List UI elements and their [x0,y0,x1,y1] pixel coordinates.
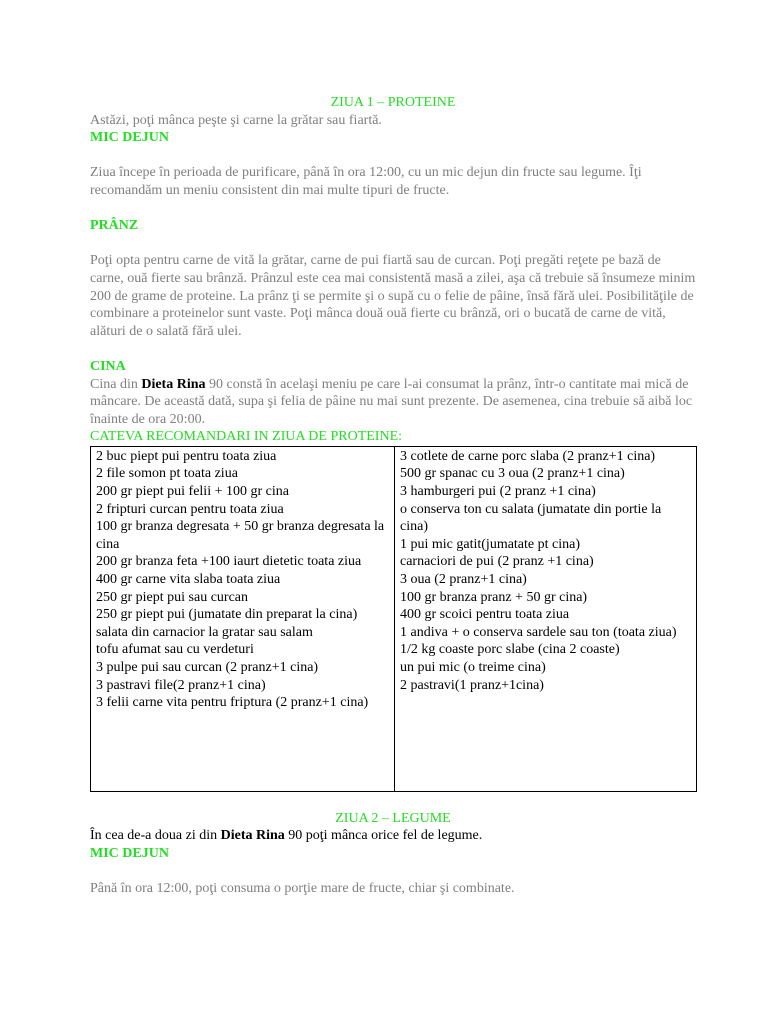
list-item: 3 pastravi file(2 pranz+1 cina) [96,677,266,693]
day1-lunch-text: Poţi opta pentru carne de vită la grătar, carne de pui fiartă sau de curcan. Poţi pregăti reţete pe bază de carne, ouă fierte sau brânză. Prânzul este cea mai consistentă masă a zilei, aşa că trebuie să însumeze minim 200 de grame de proteine. La prânz ţi se permite şi o supă cu o felie de pâine, însă fără ulei. Posibilităţile de combinare a proteinelor sunt vaste. Poţi mânca două ouă fierte cu brânză, ori o bucată de carne de vită, alături de o salată fără ulei. [90,253,696,339]
list-item: 1/2 kg coaste porc slabe (cina 2 coaste) [400,642,620,658]
list-item: 3 pulpe pui sau curcan (2 pranz+1 cina) [96,660,319,675]
dinner-text-after: 90 constă în acelaşi meniu pe care l-ai consumat la prânz, într-o cantitate mai mică de mâncare. De această dată, supa şi felia de pâine nu mai sunt prezente. De asemenea, cina trebuie să aibă loc înainte de ora 20:00. [90,376,693,427]
list-item: 200 gr piept pui felii + 100 gr cina [96,484,289,500]
list-item: 3 felii carne vita pentru friptura (2 pranz+1 cina) [96,695,369,711]
list-item: 3 oua (2 pranz+1 cina) [400,572,527,588]
day1-dinner-text [90,376,696,429]
list-item: 250 gr piept pui (jumatate din preparat la cina) [96,607,358,623]
list-item: 2 pastravi(1 pranz+1cina) [400,677,544,693]
list-item: 2 buc piept pui pentru toata ziua [96,448,277,464]
day1-lunch-heading: PRÂNZ [90,218,139,234]
diet-brand-name: Dieta Rina [141,376,206,392]
day2-breakfast-text: Până în ora 12:00, poţi consuma o porţie mare de fructe, chiar şi combinate. [90,881,515,897]
spacer [90,200,696,218]
day1-breakfast-text: Ziua începe în perioada de purificare, până în ora 12:00, cu un mic dejun din fructe sau legume. Îţi recomandăm un meniu consistent din mai multe tipuri de fructe. [90,165,642,198]
recommendations-heading: CATEVA RECOMANDARI IN ZIUA DE PROTEINE: [90,429,403,445]
day2-intro [90,827,696,845]
recommendations-table [90,446,697,792]
table-row [91,446,697,791]
list-item: 400 gr scoici pentru toata ziua [400,607,570,623]
spacer [90,792,696,810]
list-item: 1 andiva + o conserva sardele sau ton (toata ziua) [400,624,677,640]
diet-brand-name: Dieta Rina [220,828,285,844]
list-item: carnaciori de pui (2 pranz +1 cina) [400,554,594,570]
list-item: 100 gr branza pranz + 50 gr cina) [400,589,588,605]
list-item: 3 hamburgeri pui (2 pranz +1 cina) [400,484,596,500]
day1-intro: Astăzi, poţi mânca peşte şi carne la grătar sau fiartă. [90,112,382,128]
day1-title: ZIUA 1 – PROTEINE [330,95,456,110]
day2-intro-before: În cea de-a doua zi din [90,828,221,844]
table-cell-right [395,446,697,791]
day1-breakfast-heading: MIC DEJUN [90,130,169,146]
list-item: 400 gr carne vita slaba toata ziua [96,572,281,588]
dinner-text-before: Cina din [90,376,142,392]
list-item: 2 fripturi curcan pentru toata ziua [96,501,284,517]
spacer [90,340,696,358]
list-item: un pui mic (o treime cina) [400,660,546,675]
list-item: o conserva ton cu salata (jumatate din portie la cina) [400,501,662,535]
day2-title: ZIUA 2 – LEGUME [335,810,451,826]
document-page [90,94,696,898]
day1-dinner-heading: CINA [90,358,126,374]
list-item: 500 gr spanac cu 3 oua (2 pranz+1 cina) [400,466,625,482]
list-item: 200 gr branza feta +100 iaurt dietetic toata ziua [96,554,362,570]
list-item: 3 cotlete de carne porc slaba (2 pranz+1 cina) [400,448,656,464]
list-item: salata din carnacior la gratar sau salam [96,624,313,640]
spacer [90,147,696,165]
list-item: tofu afumat sau cu verdeturi [96,642,254,658]
list-item: 100 gr branza degresata + 50 gr branza degresata la cina [96,519,385,552]
list-item: 1 pui mic gatit(jumatate pt cina) [400,536,580,552]
list-item: 2 file somon pt toata ziua [96,466,238,482]
list-item: 250 gr piept pui sau curcan [96,589,249,605]
spacer [90,235,696,253]
day2-intro-after: 90 poţi mânca orice fel de legume. [284,828,483,844]
table-cell-left [91,446,395,791]
day2-breakfast-heading: MIC DEJUN [90,846,169,862]
spacer [90,863,696,881]
